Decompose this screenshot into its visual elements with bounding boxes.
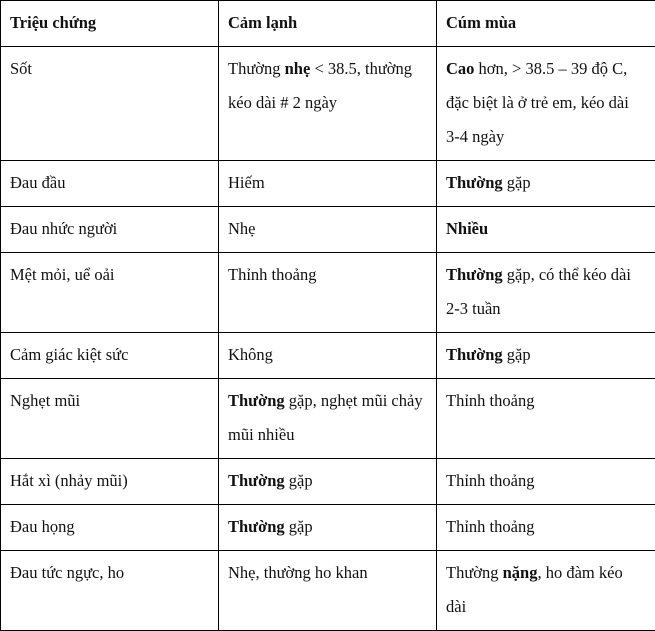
cell-text: Thỉnh thoảng: [446, 517, 534, 536]
cell-cold: [219, 207, 437, 253]
cell-cold: [219, 379, 437, 459]
cell-symptom: Cảm giác kiệt sức: [1, 333, 219, 379]
header-symptom: Triệu chứng: [1, 1, 219, 47]
cell-text: gặp: [285, 517, 313, 536]
table-row: [1, 551, 655, 631]
cell-flu: [437, 505, 655, 551]
cell-text: Thỉnh thoảng: [228, 265, 316, 284]
cell-text: gặp: [285, 471, 313, 490]
emphasis-text: Thường: [446, 345, 503, 364]
cell-flu: [437, 379, 655, 459]
cell-text: gặp: [503, 173, 531, 192]
cell-symptom: Nghẹt mũi: [1, 379, 219, 459]
cell-flu: [437, 551, 655, 631]
cell-text: Thỉnh thoảng: [446, 471, 534, 490]
cell-text: hơn, > 38.5 – 39 độ C, đặc biệt là ở trẻ em, kéo dài 3-4 ngày: [446, 59, 629, 146]
cell-symptom: Mệt mỏi, uể oải: [1, 253, 219, 333]
header-row: [1, 1, 655, 47]
emphasis-text: Nhiều: [446, 219, 488, 238]
emphasis-text: Thường: [446, 265, 503, 284]
cell-cold: [219, 161, 437, 207]
cell-text: gặp, nghẹt mũi chảy mũi nhiều: [228, 391, 423, 444]
table-row: [1, 505, 655, 551]
emphasis-text: Thường: [228, 517, 285, 536]
emphasis-text: nặng: [503, 563, 538, 582]
cell-text: Thường: [228, 59, 285, 78]
emphasis-text: Thường: [228, 391, 285, 410]
cell-symptom: Đau họng: [1, 505, 219, 551]
cell-text: Không: [228, 345, 273, 364]
cell-text: Hiếm: [228, 173, 265, 192]
table-row: [1, 253, 655, 333]
cell-flu: [437, 253, 655, 333]
cell-text: gặp: [503, 345, 531, 364]
cell-symptom: Sốt: [1, 47, 219, 161]
cell-symptom: Đau đầu: [1, 161, 219, 207]
cell-text: Nhẹ, thường ho khan: [228, 563, 368, 582]
cell-text: Thường: [446, 563, 503, 582]
table-row: [1, 207, 655, 253]
cell-cold: [219, 47, 437, 161]
cell-symptom: Hắt xì (nhảy mũi): [1, 459, 219, 505]
cell-text: Thỉnh thoảng: [446, 391, 534, 410]
cell-text: gặp, có thể kéo dài 2-3 tuần: [446, 265, 631, 318]
cell-flu: [437, 47, 655, 161]
cell-cold: [219, 253, 437, 333]
cell-cold: [219, 459, 437, 505]
emphasis-text: Thường: [446, 173, 503, 192]
emphasis-text: nhẹ: [285, 59, 311, 78]
cell-flu: [437, 333, 655, 379]
cell-flu: [437, 161, 655, 207]
emphasis-text: Thường: [228, 471, 285, 490]
header-flu: Cúm mùa: [437, 1, 655, 47]
cell-cold: [219, 551, 437, 631]
cell-cold: [219, 505, 437, 551]
emphasis-text: Cao: [446, 59, 474, 78]
header-cold: Cảm lạnh: [219, 1, 437, 47]
cell-text: , ho đàm kéo dài: [446, 563, 623, 616]
cell-symptom: Đau tức ngực, ho: [1, 551, 219, 631]
cell-flu: [437, 207, 655, 253]
table-row: [1, 379, 655, 459]
table-row: [1, 333, 655, 379]
cell-cold: [219, 333, 437, 379]
cell-symptom: Đau nhức người: [1, 207, 219, 253]
table-row: [1, 47, 655, 161]
cell-text: Nhẹ: [228, 219, 256, 238]
cell-flu: [437, 459, 655, 505]
table-row: [1, 459, 655, 505]
cell-text: < 38.5, thường kéo dài # 2 ngày: [228, 59, 412, 112]
table-body: [1, 47, 655, 631]
table-row: [1, 161, 655, 207]
